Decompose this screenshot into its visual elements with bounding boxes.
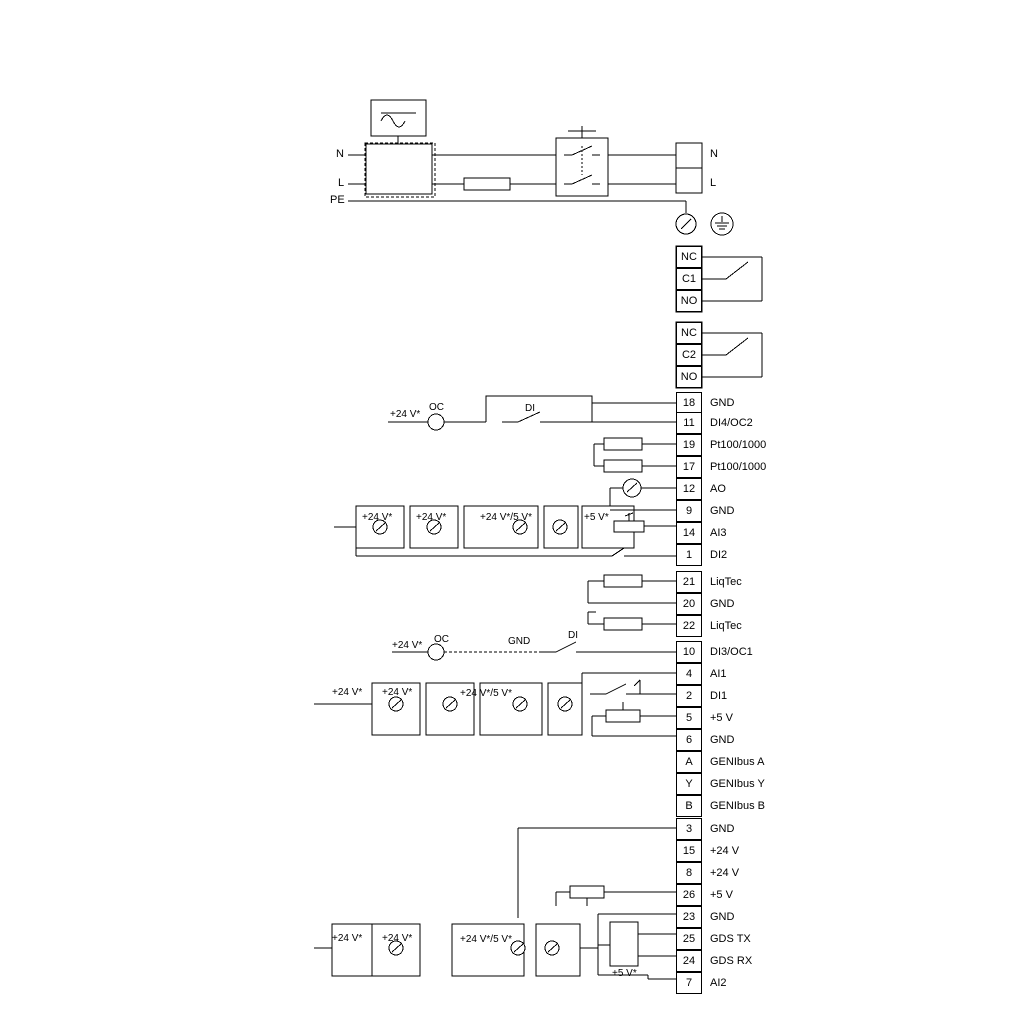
terminal-6-name: GND bbox=[710, 734, 735, 746]
annotation-ai1-24v-b: +24 V* bbox=[382, 687, 413, 698]
terminal-26: 26 bbox=[676, 884, 702, 906]
annotation-ai2-24v-5v: +24 V*/5 V* bbox=[460, 934, 512, 945]
terminal-17: 17 bbox=[676, 456, 702, 478]
annotation-supply-24v-di4: +24 V* bbox=[390, 409, 421, 420]
annotation-ai2-24v-a: +24 V* bbox=[332, 933, 363, 944]
annotation-ai2-5v: +5 V* bbox=[612, 968, 637, 979]
relay2-terminal-no: NO bbox=[676, 366, 702, 388]
terminal-11-name: DI4/OC2 bbox=[710, 417, 753, 429]
terminal-7-name: AI2 bbox=[710, 977, 727, 989]
annotation-ai3-5v: +5 V* bbox=[584, 512, 609, 523]
relay1-terminal-c1: C1 bbox=[676, 268, 702, 290]
terminal-19-name: Pt100/1000 bbox=[710, 439, 767, 451]
terminal-a: A bbox=[676, 751, 702, 773]
annotation-di3-24v: +24 V* bbox=[392, 640, 423, 651]
terminal-1-name: DI2 bbox=[710, 549, 728, 561]
annotation-ai1-24v-5v: +24 V*/5 V* bbox=[460, 688, 512, 699]
terminal-1: 1 bbox=[676, 544, 702, 566]
terminal-11: 11 bbox=[676, 412, 702, 434]
terminal-18: 18 bbox=[676, 392, 702, 414]
out-n-label: N bbox=[710, 148, 718, 160]
terminal-14: 14 bbox=[676, 522, 702, 544]
relay2-terminal-nc: NC bbox=[676, 322, 702, 344]
terminal-23-name: GND bbox=[710, 911, 735, 923]
terminal-19: 19 bbox=[676, 434, 702, 456]
terminal-3-name: GND bbox=[710, 823, 735, 835]
terminal-y-name: GENIbus Y bbox=[710, 778, 765, 790]
terminal-9: 9 bbox=[676, 500, 702, 522]
annotation-ai3-24v-a: +24 V* bbox=[362, 512, 393, 523]
terminal-22-name: LiqTec bbox=[710, 620, 742, 632]
mains-n-label: N bbox=[336, 148, 344, 160]
terminal-4: 4 bbox=[676, 663, 702, 685]
terminal-18-name: GND bbox=[710, 397, 735, 409]
annotation-ai2-24v-b: +24 V* bbox=[382, 933, 413, 944]
terminal-15-name: +24 V bbox=[710, 845, 740, 857]
annotation-di-di4: DI bbox=[525, 403, 535, 414]
terminal-26-name: +5 V bbox=[710, 889, 733, 901]
terminal-8: 8 bbox=[676, 862, 702, 884]
terminal-10: 10 bbox=[676, 641, 702, 663]
terminal-5-name: +5 V bbox=[710, 712, 733, 724]
terminal-22: 22 bbox=[676, 615, 702, 637]
out-l-label: L bbox=[710, 177, 717, 189]
terminal-25: 25 bbox=[676, 928, 702, 950]
relay1-terminal-nc: NC bbox=[676, 246, 702, 268]
terminal-9-name: GND bbox=[710, 505, 735, 517]
terminal-7: 7 bbox=[676, 972, 702, 994]
terminal-25-name: GDS TX bbox=[710, 933, 751, 945]
annotation-di-di3: DI bbox=[568, 630, 578, 641]
terminal-6: 6 bbox=[676, 729, 702, 751]
terminal-23: 23 bbox=[676, 906, 702, 928]
terminal-5: 5 bbox=[676, 707, 702, 729]
terminal-12: 12 bbox=[676, 478, 702, 500]
terminal-17-name: Pt100/1000 bbox=[710, 461, 767, 473]
terminal-8-name: +24 V bbox=[710, 867, 740, 879]
terminal-14-name: AI3 bbox=[710, 527, 727, 539]
annotation-gnd-di3: GND bbox=[508, 636, 531, 647]
terminal-24: 24 bbox=[676, 950, 702, 972]
terminal-b-name: GENIbus B bbox=[710, 800, 766, 812]
terminal-2-name: DI1 bbox=[710, 690, 728, 702]
terminal-2: 2 bbox=[676, 685, 702, 707]
terminal-4-name: AI1 bbox=[710, 668, 727, 680]
terminal-21-name: LiqTec bbox=[710, 576, 742, 588]
terminal-10-name: DI3/OC1 bbox=[710, 646, 753, 658]
mains-l-label: L bbox=[338, 177, 345, 189]
annotation-oc-di4: OC bbox=[429, 402, 444, 413]
terminal-y: Y bbox=[676, 773, 702, 795]
terminal-b: B bbox=[676, 795, 702, 817]
annotation-oc-di3: OC bbox=[434, 634, 449, 645]
terminal-3: 3 bbox=[676, 818, 702, 840]
annotation-ai3-24v-b: +24 V* bbox=[416, 512, 447, 523]
terminal-21: 21 bbox=[676, 571, 702, 593]
terminal-12-name: AO bbox=[710, 483, 726, 495]
annotation-ai1-24v-a: +24 V* bbox=[332, 687, 363, 698]
mains-pe-label: PE bbox=[330, 194, 345, 206]
relay2-terminal-c2: C2 bbox=[676, 344, 702, 366]
terminal-20-name: GND bbox=[710, 598, 735, 610]
relay1-terminal-no: NO bbox=[676, 290, 702, 312]
terminal-20: 20 bbox=[676, 593, 702, 615]
terminal-15: 15 bbox=[676, 840, 702, 862]
terminal-a-name: GENIbus A bbox=[710, 756, 765, 768]
annotation-ai3-24v-5v: +24 V*/5 V* bbox=[480, 512, 532, 523]
terminal-24-name: GDS RX bbox=[710, 955, 753, 967]
